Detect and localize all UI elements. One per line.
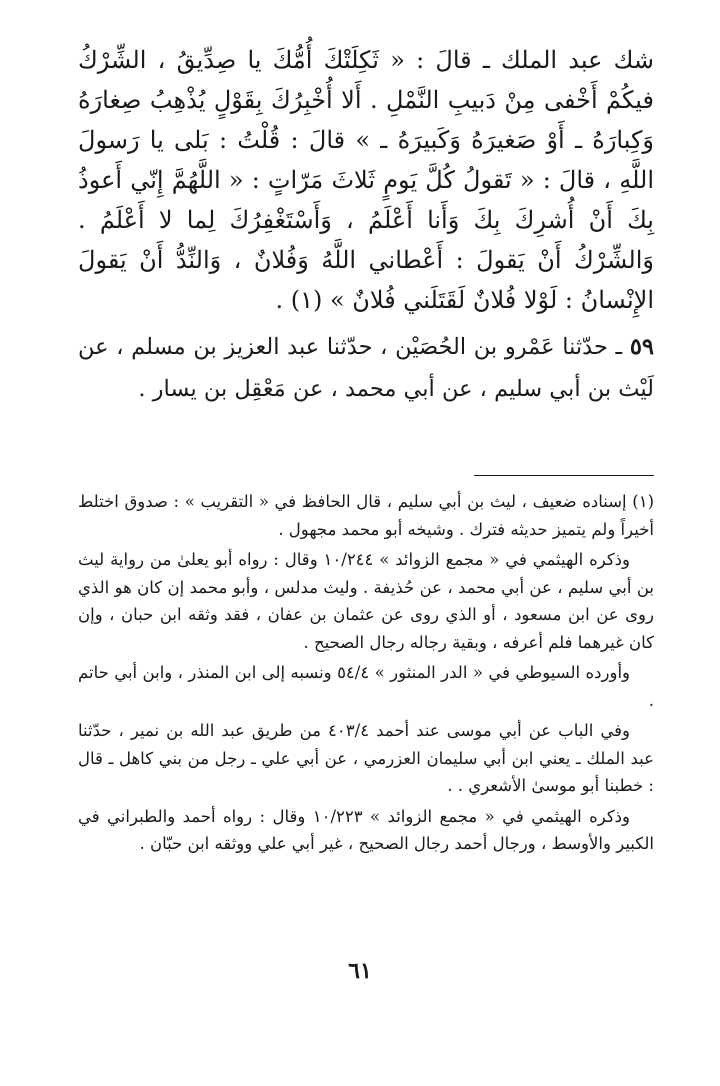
hadith-chain: ـ حدّثنا عَمْرو بن الحُصَيْن ، حدّثنا عبد العزيز بن مسلم ، عن لَيْث بن أبي سليم ، عن أبي محمد ، عن مَعْقِل بن يسار . [78, 334, 654, 402]
footnotes [78, 488, 654, 861]
main-paragraph: شك عبد الملك ـ قالَ : « ثَكِلَتْكَ أُمُّكَ يا صِدِّيقُ ، الشِّرْكُ فيكُمْ أَخْفى مِنْ دَبيبِ النَّمْلِ . أَلا أُخْبِرُكَ بِقَوْلٍ يُذْهِبُ صِغارَهُ وَكِبارَهُ ـ أَوْ صَغيرَهُ وَكَبيرَهُ ـ » قالَ : قُلْتُ : بَلى يا رَسولَ اللَّهِ ، قالَ : « تَقولُ كُلَّ يَومٍ ثَلاثَ مَرّاتٍ : « اللَّهُمَّ إِنّي أَعوذُ بِكَ أَنْ أُشرِكَ بِكَ وَأَنا أَعْلَمُ ، وَأَسْتَغْفِرُكَ لِما لا أَعْلَمُ . وَالشِّرْكُ أَنْ يَقولَ : أَعْطاني اللَّهُ وَفُلانٌ ، وَالنِّدُّ أَنْ يَقولَ الإِنْسانُ : لَوْلا فُلانٌ لَقَتَلَني فُلانٌ » (١) . [78, 46, 654, 314]
footnote-2: وذكره الهيثمي في « مجمع الزوائد » ١٠/٢٤٤ وقال : رواه أبو يعلىٰ من رواية ليث بن أبي سليم ، عن أبي محمد ، عن حُذيفة . وليث مدلس ، وأبو محمد إن كان هو الذي روى عن ابن مسعود ، أو الذي روى عن عثمان بن عفان ، فقد وثقه ابن حبان ، وإن كان غيرهما فلم أعرفه ، وبقية رجاله رجال الصحيح . [78, 550, 654, 652]
footnote-divider [474, 475, 654, 476]
footnote-3: وأورده السيوطي في « الدر المنثور » ٥٤/٤ ونسبه إلى ابن المنذر ، وابن أبي حاتم . [78, 663, 654, 710]
footnote-5: وذكره الهيثمي في « مجمع الزوائد » ١٠/٢٢٣ وقال : رواه أحمد والطبراني في الكبير والأوسط ، ورجال أحمد رجال الصحيح ، غير أبي علي ووثقه ابن حبّان . [78, 806, 654, 853]
footnote-1: (١) إسناده ضعيف ، ليث بن أبي سليم ، قال الحافظ في « التقريب » : صدوق اختلط أخيراً ولم يتميز حديثه فترك . وشيخه أبو محمد مجهول . [78, 492, 654, 539]
page-number: ٦١ [348, 958, 372, 984]
main-text [78, 40, 654, 410]
footnote-4: وفي الباب عن أبي موسى عند أحمد ٤٠٣/٤ من طريق عبد الله بن نمير ، حدّثنا عبد الملك ـ يعني ابن أبي سليمان العزرمي ، عن أبي علي ـ رجل من بني كاهل ـ قال : خطبنا أبو موسىٰ الأشعري . . [78, 721, 654, 795]
hadith-number: ٥٩ [629, 334, 654, 360]
hadith-paragraph [78, 326, 654, 410]
